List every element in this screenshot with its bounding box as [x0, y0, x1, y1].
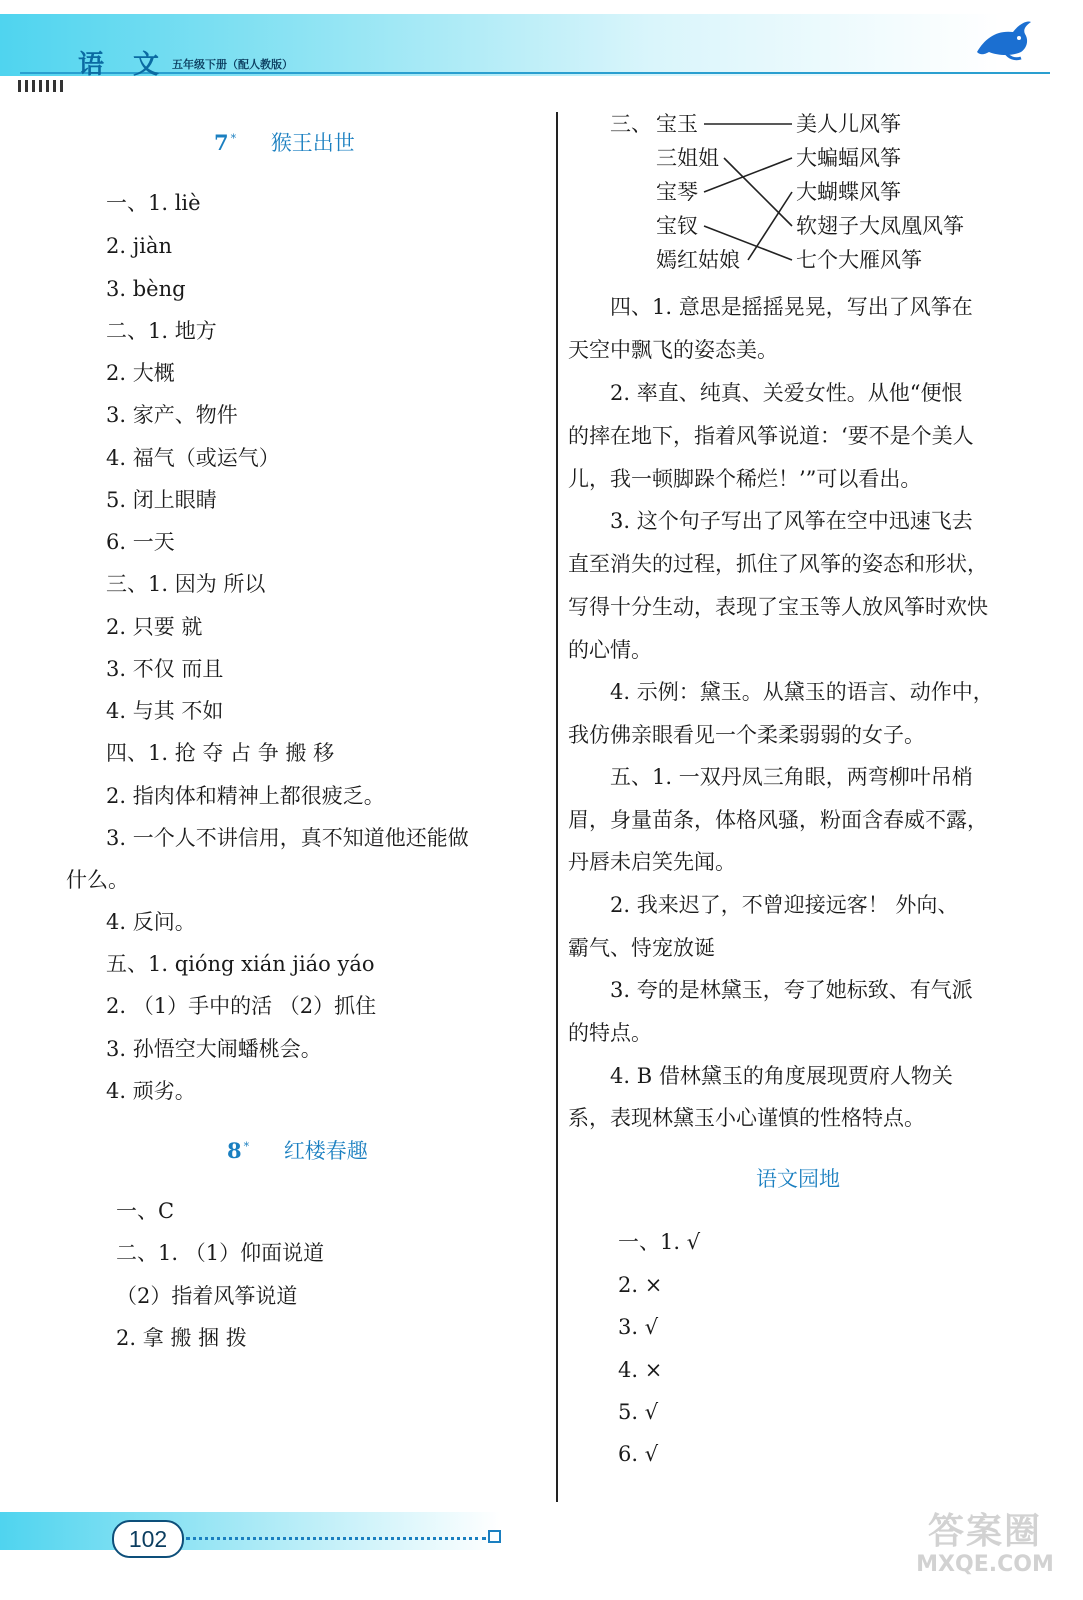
subject-title: 语 文 — [78, 50, 170, 80]
answer-line: 4. 与其 不如 — [106, 699, 224, 723]
match-right-item: 大蝙蝠风筝 — [796, 146, 901, 170]
answer-line: 5. √ — [618, 1400, 659, 1424]
match-left-item: 三姐姐 — [656, 146, 719, 170]
answer-line: 2. 我来迟了，不曾迎接远客！ 外向、 — [610, 893, 959, 917]
match-line — [748, 192, 792, 260]
match-line — [704, 226, 792, 260]
answer-line: 二、1. 地方 — [106, 319, 217, 343]
match-left-item: 宝钗 — [656, 214, 698, 238]
match-right-item: 大蝴蝶风筝 — [796, 180, 901, 204]
answer-line: 3. 这个句子写出了风筝在空中迅速飞去 — [610, 509, 973, 533]
answer-line: 2. （1）手中的活 （2）抓住 — [106, 994, 377, 1018]
answer-line: 4. × — [618, 1358, 663, 1382]
answer-line: 的特点。 — [568, 1021, 652, 1045]
answer-line: 6. 一天 — [106, 530, 175, 554]
answer-line: 丹唇未启笑先闻。 — [568, 850, 736, 874]
lesson-8-heading: 8 * 红楼春趣 — [227, 1138, 368, 1163]
answer-line: 2. 指肉体和精神上都很疲乏。 — [106, 784, 385, 808]
answer-line: 3. bèng — [106, 277, 186, 301]
footer-square-icon — [488, 1530, 501, 1543]
answer-line: 4. 反问。 — [106, 910, 196, 934]
answer-line: 4. 福气（或运气） — [106, 446, 280, 470]
answer-line: 五、1. qióng xián jiáo yáo — [106, 952, 375, 976]
answer-line: 4. 示例：黛玉。从黛玉的语言、动作中， — [610, 680, 994, 704]
answer-line: 4. 顽劣。 — [106, 1079, 196, 1103]
answer-line: 一、C — [116, 1199, 175, 1223]
watermark: 答案圈 MXQE.COM — [916, 1511, 1054, 1577]
answer-line: （2）指着风筝说道 — [116, 1284, 298, 1308]
match-right-item: 美人儿风筝 — [796, 112, 901, 136]
answer-line: 系，表现林黛玉小心谨慎的性格特点。 — [568, 1106, 925, 1130]
match-left-item: 宝玉 — [656, 112, 698, 136]
answer-line: 三、1. 因为 所以 — [106, 572, 266, 596]
answer-line: 3. 孙悟空大闹蟠桃会。 — [106, 1037, 322, 1061]
match-line — [704, 158, 792, 192]
answer-line: 一、1. √ — [618, 1230, 701, 1254]
answer-line: 眉，身量苗条，体格风骚，粉面含春威不露， — [568, 808, 988, 832]
match-line — [724, 158, 792, 226]
answer-line: 5. 闭上眼睛 — [106, 488, 217, 512]
answer-line: 2. 率直、纯真、关爱女性。从他“便恨 — [610, 381, 963, 405]
answer-line: 2. jiàn — [106, 234, 172, 258]
answer-line: 五、1. 一双丹凤三角眼，两弯柳叶吊梢 — [610, 765, 973, 789]
answer-line: 一、1. liè — [106, 191, 201, 215]
answer-line: 2. 大概 — [106, 361, 175, 385]
match-right-item: 七个大雁风筝 — [796, 248, 922, 272]
answer-line: 3. 家产、物件 — [106, 403, 238, 427]
answer-line: 什么。 — [66, 868, 129, 892]
answer-line: 的摔在地下，指着风筝说道：‘要不是个美人 — [568, 424, 974, 448]
match-left-item: 嫣红姑娘 — [656, 248, 740, 272]
answer-line: 2. 拿 搬 捆 拨 — [116, 1326, 247, 1350]
answer-line: 我仿佛亲眼看见一个柔柔弱弱的女子。 — [568, 723, 925, 747]
answer-line: 2. 只要 就 — [106, 615, 203, 639]
answer-line: 二、1. （1）仰面说道 — [116, 1241, 325, 1265]
match-left-item: 宝琴 — [656, 180, 698, 204]
answer-line: 2. × — [618, 1273, 663, 1297]
answer-line: 3. 不仅 而且 — [106, 657, 224, 681]
column-divider — [556, 112, 558, 1502]
answer-line: 四、1. 抢 夺 占 争 搬 移 — [106, 741, 335, 765]
answer-line: 霸气、恃宠放诞 — [568, 936, 715, 960]
match-right-item: 软翅子大凤凰风筝 — [796, 214, 964, 238]
answer-line: 的心情。 — [568, 638, 652, 662]
matching-lines — [0, 0, 1083, 300]
answer-line: 直至消失的过程，抓住了风筝的姿态和形状， — [568, 552, 988, 576]
answer-line: 3. 一个人不讲信用，真不知道他还能做 — [106, 826, 469, 850]
edition-label: 五年级下册（配人教版） — [172, 58, 293, 71]
lesson-7-heading: 7 * 猴王出世 — [214, 130, 355, 155]
answer-line: 4. B 借林黛玉的角度展现贾府人物关 — [610, 1064, 953, 1088]
answer-line: 3. √ — [618, 1315, 659, 1339]
footer-band — [0, 1512, 500, 1550]
answer-line: 儿，我一顿脚跺个稀烂！’”可以看出。 — [568, 467, 922, 491]
footer-dotted-rule — [186, 1537, 486, 1540]
page-number: 102 — [112, 1520, 184, 1558]
answer-line: 6. √ — [618, 1442, 659, 1466]
answer-line: 天空中飘飞的姿态美。 — [568, 338, 778, 362]
garden-heading: 语文园地 — [756, 1167, 840, 1191]
section-three-label: 三、 — [610, 112, 652, 136]
answer-line: 四、1. 意思是摇摇晃晃，写出了风筝在 — [610, 295, 973, 319]
answer-line: 3. 夸的是林黛玉，夸了她标致、有气派 — [610, 978, 973, 1002]
answer-line: 写得十分生动，表现了宝玉等人放风筝时欢快 — [568, 595, 988, 619]
